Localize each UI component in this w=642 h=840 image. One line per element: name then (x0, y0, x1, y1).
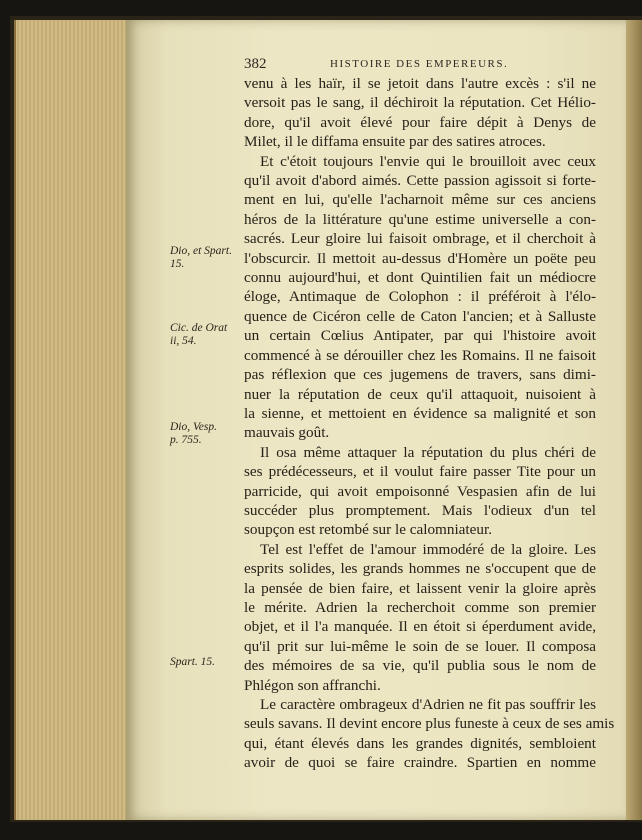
text-line: ment en lui, qu'elle l'acharnoit même sur ces anciens (244, 191, 596, 209)
text-line: éloge, Antimaque de Colophon : il préféroit à l'élo- (244, 288, 596, 306)
margin-note-line: Dio, Vesp. (170, 421, 217, 433)
text-line: pas réflexion que ces jugemens de travers, sans dimi- (244, 366, 596, 384)
running-title: HISTOIRE DES EMPEREURS. (330, 58, 509, 70)
text-line: Et c'étoit toujours l'envie qui le brouilloit avec ceux (260, 152, 596, 170)
text-line: qu'il avoit d'abord aimés. Cette passion agissoit si forte- (244, 172, 596, 190)
text-line: nuer la réputation de ceux qu'il attaquoit, nuisoient à (244, 385, 596, 403)
text-line: qu'il prit sur lui-même le soin de se louer. Il composa (244, 637, 596, 655)
body-text (244, 74, 615, 773)
text-line: seuls savans. Il devint encore plus funeste à ceux de ses amis (244, 715, 615, 733)
text-line: sacrés. Leur gloire lui faisoit ombrage, et il cherchoit à (244, 230, 596, 248)
text-line: la pensée de bien faire, et laissent venir la gloire après (244, 579, 596, 597)
margin-note-line: Dio, et Spart. (170, 245, 232, 257)
text-line: esprits solides, les grands hommes ne s'occupent que de (244, 560, 596, 578)
text-line: la sienne, et mettoient en évidence sa malignité et son (244, 404, 596, 422)
text-line: succéder plus promptement. Mais l'odieux d'un tel (244, 501, 596, 519)
text-line: avoir de quoi se faire craindre. Spartien en nomme (244, 754, 596, 772)
text-line: un certain Cœlius Antipater, par qui l'histoire avoit (244, 327, 596, 345)
text-line: héros de la littérature qu'une estime universelle a con- (244, 210, 596, 228)
text-line: venu à les haïr, il se jetoit dans l'autre excès : s'il ne (244, 75, 596, 92)
text-line: parricide, qui avoit empoisonné Vespasien afin de lui (244, 482, 596, 500)
margin-note-line: p. 755. (170, 434, 202, 446)
text-line: le mérite. Adrien la recherchoit comme son premier (244, 598, 596, 616)
margin-note (170, 656, 246, 669)
text-line: quence de Cicéron celle de Caton l'ancien; et à Salluste (244, 307, 596, 325)
text-line: qui, étant élevés dans les grandes dignités, sembloient (244, 734, 596, 752)
text-line: Il osa même attaquer la réputation du plus chéri de (260, 443, 596, 461)
text-line: Milet, il le diffama ensuite par des satires atroces. (244, 133, 546, 151)
page-number: 382 (244, 56, 267, 72)
text-line: mauvais goût. (244, 424, 330, 442)
margin-note-line: Spart. 15. (170, 656, 216, 668)
text-line: dore, qu'il avoit élevé pour faire dépit à Denys de (244, 113, 596, 131)
text-line: objet, et il l'a manquée. Il en étoit si éperdument avide, (244, 618, 596, 636)
text-line: des mémoires de sa vie, qu'il publia sous le nom de (244, 657, 596, 675)
margin-note-line: Cic. de Orat (170, 322, 228, 334)
text-line: ses prédécesseurs, et il voulut faire passer Tite pour un (244, 463, 596, 481)
text-line: commencé à se dérouiller chez les Romains. Il ne faisoit (244, 346, 596, 364)
text-line: connu aujourd'hui, et dont Quintilien fait un médiocre (244, 269, 596, 287)
text-line: Tel est l'effet de l'amour immodéré de la gloire. Les (260, 540, 596, 558)
text-line: versoit pas le sang, il déchiroit la réputation. Cet Hélio- (244, 94, 596, 112)
text-line: Le caractère ombrageux d'Adrien ne fit pas souffrir les (260, 696, 596, 713)
margin-note (170, 322, 246, 348)
text-line: l'obscurcir. Il mettoit au-dessus d'Homère un poëte peu (244, 249, 596, 267)
margin-note-line: ii, 54. (170, 335, 197, 347)
text-line: soupçon est retombé sur le calomniateur. (244, 521, 492, 539)
margin-note-line: 15. (170, 258, 185, 270)
margin-note (170, 421, 246, 447)
margin-note (170, 245, 246, 271)
text-line: Phlégon son affranchi. (244, 676, 381, 694)
